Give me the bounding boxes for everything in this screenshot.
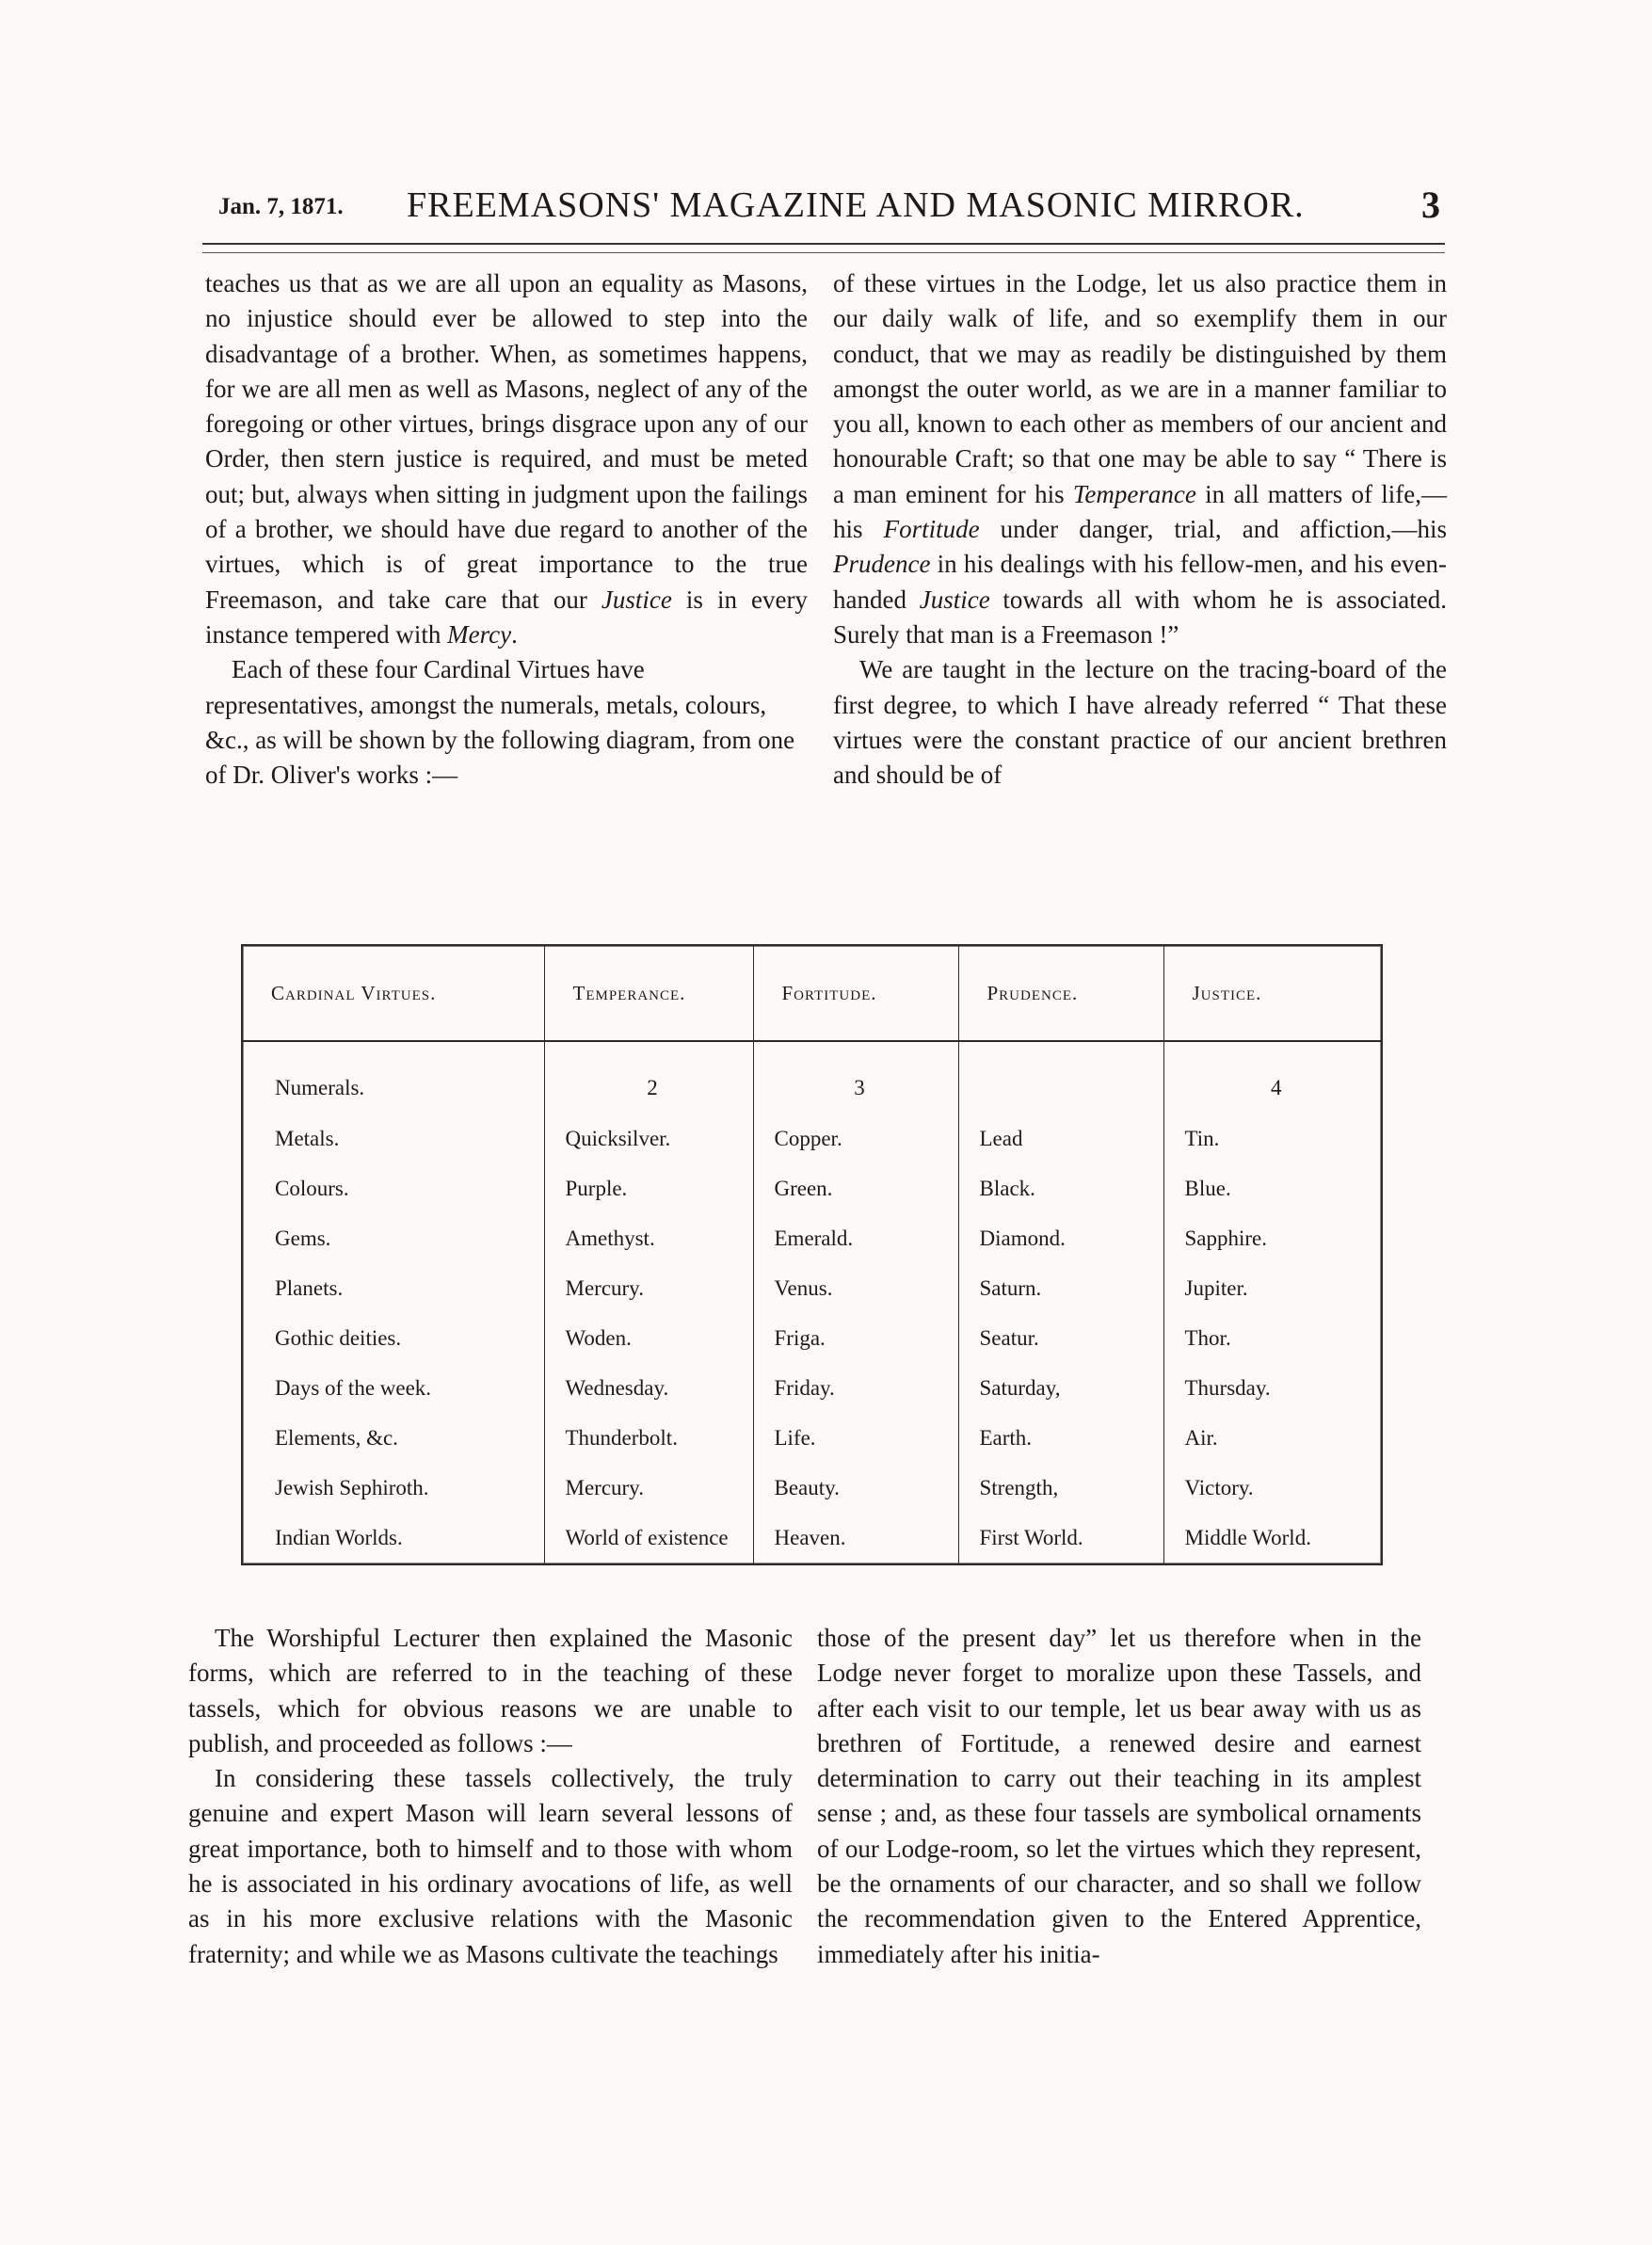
table-cell: Black.: [958, 1164, 1163, 1214]
table-cell: Lead: [958, 1114, 1163, 1163]
column-header: Prudence.: [958, 946, 1163, 1041]
table-cell: Jupiter.: [1184, 1276, 1248, 1301]
emphasis: Fortitude: [883, 515, 980, 544]
table-header-row: [243, 946, 1381, 1041]
virtues-table: [243, 946, 1381, 1563]
column-top-right: [833, 266, 1447, 793]
table-cell: Purple.: [544, 1164, 753, 1214]
table-cell: Copper.: [753, 1114, 958, 1163]
table-row: [243, 1041, 1381, 1114]
table-cell: 4: [1271, 1076, 1282, 1100]
table-row: [243, 1214, 1381, 1264]
row-label-cell: Colours.: [243, 1164, 544, 1214]
row-label-cell: Planets.: [243, 1264, 544, 1314]
emphasis: Justice: [919, 585, 990, 614]
column-header: Fortitude.: [753, 946, 958, 1041]
table-cell: Emerald.: [753, 1214, 958, 1264]
text-run: towards all with whom he is associated. Surely that man is a Freemason !”: [833, 585, 1448, 649]
row-label-cell: Gothic deities.: [243, 1314, 544, 1364]
table-cell: Earth.: [958, 1414, 1163, 1464]
row-label-cell: Metals.: [243, 1114, 544, 1163]
column-bottom-left: [188, 1621, 793, 1972]
column-top-left: [205, 266, 808, 793]
table-cell: Thor.: [1184, 1326, 1231, 1351]
paragraph: [205, 266, 808, 652]
table-cell: Thursday.: [1184, 1376, 1271, 1401]
row-label-cell: Numerals.: [243, 1041, 544, 1114]
text-run: under danger, trial, and affiction,—his: [979, 515, 1448, 544]
table-cell: World of existence: [544, 1514, 753, 1563]
column-bottom-right: [817, 1621, 1421, 1972]
table-cell: Seatur.: [958, 1314, 1163, 1364]
table-cell: [958, 1041, 1163, 1114]
text-run: of these virtues in the Lodge, let us also practice them in our daily walk of life, and so exemplify them in our conduct, that we may as readily be distinguished by them amongst the outer world, as we are in a manner familiar to you all, known to each other as members of our ancient and honourable Craft; so that one may be able to say “ There is a man eminent for his: [833, 269, 1447, 508]
table-row: [243, 1364, 1381, 1414]
row-label-cell: Days of the week.: [243, 1364, 544, 1414]
table-cell: Friga.: [753, 1314, 958, 1364]
column-header: Cardinal Virtues.: [243, 946, 544, 1041]
paragraph: The Worshipful Lecturer then explained the Masonic forms, which are referred to in the teaching of these tassels, which for obvious reasons we are unable to publish, and proceeded as follows :—: [188, 1624, 793, 1757]
table-cell: Middle World.: [1184, 1526, 1311, 1550]
column-header: Temperance.: [544, 946, 753, 1041]
running-header: [198, 184, 1450, 241]
text-run: is in every instance tempered with: [205, 585, 808, 649]
table-cell: Blue.: [1184, 1177, 1231, 1201]
table-row: [243, 1414, 1381, 1464]
table-cell: Air.: [1184, 1426, 1218, 1451]
paragraph: Each of these four Cardinal Virtues have representatives, amongst the numerals, metals, colours, &c., as will be shown by the following diagram, from one of Dr. Oliver's works :—: [205, 655, 795, 790]
paragraph: We are taught in the lecture on the tracing-board of the first degree, to which I have already referred “ That these virtues were the constant practice of our ancient brethren and should be of: [833, 655, 1447, 790]
magazine-title: FREEMASONS' MAGAZINE AND MASONIC MIRROR.: [407, 185, 1305, 225]
emphasis: Justice: [601, 585, 672, 614]
row-label-cell: Indian Worlds.: [243, 1514, 544, 1563]
text-run: in his dealings with his fellow-men, and his even-handed: [833, 550, 1447, 614]
table-cell: Mercury.: [544, 1264, 753, 1314]
paragraph: [833, 266, 1447, 652]
table-cell: Beauty.: [753, 1464, 958, 1514]
table-cell: 3: [753, 1041, 958, 1114]
table-cell: Green.: [753, 1164, 958, 1214]
table-row: [243, 1264, 1381, 1314]
table-cell: 2: [544, 1041, 753, 1114]
text-run: teaches us that as we are all upon an equality as Masons, no injustice should ever be allowed to step into the disadvantage of a brother. When, as sometimes happens, for we are all men as well as Masons, neglect of any of the foregoing or other virtues, brings disgrace upon any of our Order, then stern justice is required, and must be meted out; but, always when sitting in judgment upon the failings of a brother, we should have due regard to another of the virtues, which is of great importance to the true Freemason, and take care that our: [205, 269, 808, 614]
table-row: [243, 1164, 1381, 1214]
row-label-cell: Jewish Sephiroth.: [243, 1464, 544, 1514]
table-cell: Amethyst.: [544, 1214, 753, 1264]
table-cell: Tin.: [1184, 1126, 1220, 1150]
paragraph: those of the present day” let us therefore when in the Lodge never forget to moralize upon these Tassels, and after each visit to our temple, let us bear away with us as brethren of Fortitude, a renewed desire and earnest determination to carry out their teaching in its amplest sense ; and, as these four tassels are symbolical ornaments of our Lodge-room, so let the virtues which they represent, be the ornaments of our character, and so shall we follow the recommendation given to the Entered Apprentice, immediately after his initia-: [817, 1624, 1421, 1968]
text-run: in all matters of life,—his: [833, 479, 1447, 544]
issue-date: Jan. 7, 1871.: [218, 194, 344, 219]
table-cell: Strength,: [958, 1464, 1163, 1514]
row-label-cell: Elements, &c.: [243, 1414, 544, 1464]
page-number: 3: [1421, 184, 1440, 226]
table-row: [243, 1314, 1381, 1364]
virtues-table-frame: [241, 944, 1383, 1565]
table-cell: Sapphire.: [1184, 1227, 1268, 1251]
table-row: [243, 1514, 1381, 1563]
table-cell: Venus.: [753, 1264, 958, 1314]
column-header: Justice.: [1163, 946, 1381, 1041]
table-cell: Woden.: [544, 1314, 753, 1364]
table-cell: Diamond.: [958, 1214, 1163, 1264]
table-cell: Mercury.: [544, 1464, 753, 1514]
paragraph: In considering these tassels collectively, the truly genuine and expert Mason will learn several lessons of great importance, both to himself and to those with whom he is associated in his ordinary avocations of life, as well as in his more exclusive relations with the Masonic fraternity; and while we as Masons cultivate the teachings: [188, 1764, 793, 1968]
header-rule: [202, 243, 1445, 253]
table-row: [243, 1114, 1381, 1163]
table-cell: Heaven.: [753, 1514, 958, 1563]
table-cell: Thunderbolt.: [544, 1414, 753, 1464]
table-cell: Life.: [753, 1414, 958, 1464]
table-cell: Saturday,: [958, 1364, 1163, 1414]
table-cell: Quicksilver.: [544, 1114, 753, 1163]
table-cell: Victory.: [1184, 1476, 1254, 1500]
table-cell: First World.: [958, 1514, 1163, 1563]
emphasis: Temperance: [1072, 479, 1196, 508]
table-row: [243, 1464, 1381, 1514]
text-run: .: [511, 619, 518, 649]
table-cell: Friday.: [753, 1364, 958, 1414]
table-cell: Wednesday.: [544, 1364, 753, 1414]
row-label-cell: Gems.: [243, 1214, 544, 1264]
emphasis: Mercy: [447, 619, 512, 649]
table-cell: Saturn.: [958, 1264, 1163, 1314]
emphasis: Prudence: [833, 550, 931, 579]
